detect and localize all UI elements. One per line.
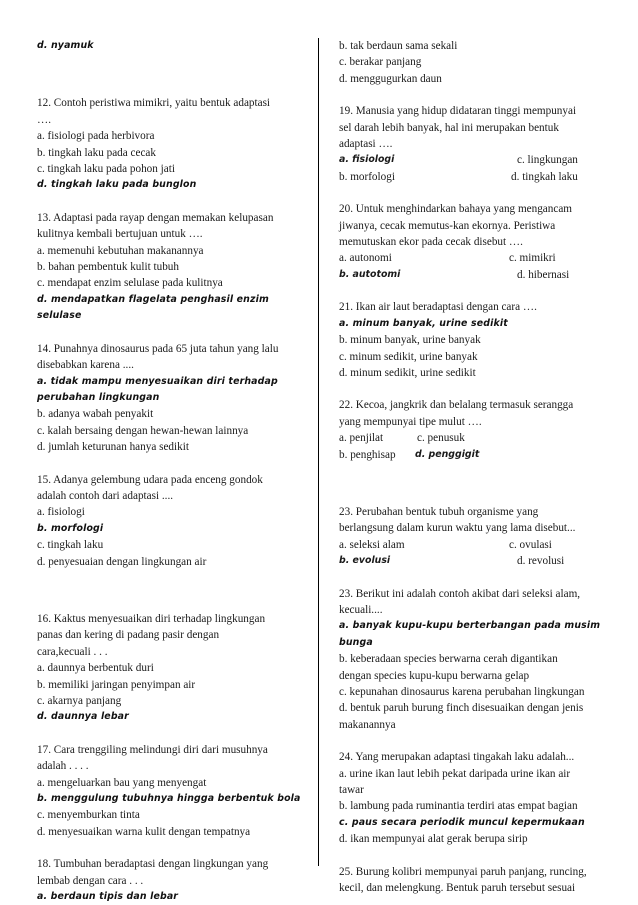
- option-c: c. tingkah laku: [37, 539, 104, 552]
- option-a: tawar: [339, 784, 364, 797]
- question-stem: panas dan kering di padang pasir dengan: [37, 629, 220, 642]
- column-divider: [318, 38, 319, 866]
- question-stem: adalah contoh dari adaptasi ....: [37, 489, 174, 502]
- option-b-answer: b. menggulung tubuhnya hingga berbentuk bola: [37, 793, 301, 805]
- option-a-answer: a. tidak mampu menyesuaikan diri terhadap: [37, 375, 278, 387]
- option-c-answer: c. paus secara periodik muncul kepermukaan: [339, 816, 585, 828]
- option-c: c. lingkungan: [517, 154, 578, 167]
- question-17: [37, 742, 299, 840]
- question-stem: yang mempunyai tipe mulut ….: [339, 415, 482, 428]
- question-24: [339, 749, 609, 847]
- options-row: [339, 169, 609, 185]
- option-c: c. ovulasi: [509, 538, 552, 551]
- option-a-answer: a. banyak kupu-kupu berterbangan pada musim: [339, 620, 601, 632]
- question-20: [339, 201, 609, 283]
- option-a-answer: perubahan lingkungan: [37, 391, 160, 403]
- options-row: [339, 447, 609, 463]
- q11-answer-d: d. nyamuk: [37, 40, 94, 51]
- option-a: a. seleksi alam: [339, 538, 405, 551]
- options-row: [339, 430, 609, 446]
- question-stem: 13. Adaptasi pada rayap dengan memakan kelupasan: [37, 211, 274, 224]
- options-row: [339, 553, 609, 569]
- question-stem: 18. Tumbuhan beradaptasi dengan lingkungan yang: [37, 858, 269, 871]
- option-c: c. mimikri: [509, 252, 556, 265]
- option-c: c. tingkah laku pada pohon jati: [37, 163, 175, 176]
- option-d-answer: d. daunnya lebar: [37, 711, 129, 723]
- question-stem: 15. Adanya gelembung udara pada enceng gondok: [37, 473, 263, 486]
- option-a: a. daunnya berbentuk duri: [37, 662, 154, 675]
- option-b: b. minum banyak, urine banyak: [339, 334, 481, 347]
- option-d-answer: d. penggigit: [415, 448, 480, 460]
- question-stem: cara,kecuali . . .: [37, 645, 108, 658]
- option-c: c. penusuk: [417, 432, 465, 445]
- option-a: a. fisiologi pada herbivora: [37, 130, 155, 143]
- question-stem: ….: [37, 113, 51, 126]
- option-c: c. menyemburkan tinta: [37, 809, 140, 822]
- option-a: a. mengeluarkan bau yang menyengat: [37, 776, 207, 789]
- option-b: b. tak berdaun sama sekali: [339, 40, 458, 52]
- option-b: b. memiliki jaringan penyimpan air: [37, 678, 196, 691]
- question-18: [37, 856, 299, 905]
- question-stem: 23. Perubahan bentuk tubuh organisme yang: [339, 505, 539, 518]
- question-22: [339, 397, 609, 463]
- question-15: [37, 472, 299, 570]
- option-d-answer: selulase: [37, 310, 82, 322]
- option-d: makanannya: [339, 718, 396, 731]
- option-d: d. revolusi: [517, 555, 565, 568]
- option-a-answer: a. minum banyak, urine sedikit: [339, 317, 508, 329]
- option-d: d. jumlah keturunan hanya sedikit: [37, 441, 189, 454]
- option-b-answer: b. autotomi: [339, 268, 401, 280]
- option-a-answer: a. berdaun tipis dan lebar: [37, 891, 179, 903]
- question-23-seleksi-alam: [339, 586, 609, 734]
- question-stem: 16. Kaktus menyesuaikan diri terhadap lingkungan: [37, 612, 266, 625]
- option-d: d. tingkah laku: [511, 170, 578, 183]
- right-column: [339, 38, 609, 896]
- option-a-answer: bunga: [339, 636, 373, 648]
- question-stem: 21. Ikan air laut beradaptasi dengan cara ….: [339, 301, 537, 314]
- question-stem: memutuskan ekor pada cecak disebut ….: [339, 236, 523, 249]
- option-d: d. minum sedikit, urine sedikit: [339, 366, 476, 379]
- option-b: b. morfologi: [339, 170, 395, 183]
- option-c: c. kepunahan dinosaurus karena perubahan lingkungan: [339, 686, 585, 698]
- question-19: [339, 103, 609, 185]
- option-a: a. memenuhi kebutuhan makanannya: [37, 244, 204, 257]
- question-16: [37, 611, 299, 726]
- options-row: [339, 537, 609, 553]
- question-stem: 19. Manusia yang hidup didataran tinggi mempunyai: [339, 105, 577, 118]
- options-row: [339, 267, 609, 283]
- option-b: b. keberadaan species berwarna cerah digantikan: [339, 653, 558, 666]
- question-14: [37, 341, 299, 456]
- question-18-continued: [339, 38, 609, 87]
- option-d: d. hibernasi: [517, 268, 570, 281]
- question-stem: 12. Contoh peristiwa mimikri, yaitu bentuk adaptasi: [37, 97, 271, 110]
- question-stem: berlangsung dalam kurun waktu yang lama disebut...: [339, 522, 576, 535]
- options-row: [339, 152, 609, 168]
- option-d-answer: d. mendapatkan flagelata penghasil enzim: [37, 293, 269, 305]
- question-stem: 23. Berikut ini adalah contoh akibat dari seleksi alam,: [339, 587, 581, 600]
- option-d: d. menggugurkan daun: [339, 72, 442, 85]
- question-21: [339, 299, 609, 381]
- option-a: a. penjilat: [339, 432, 384, 445]
- option-d: d. ikan mempunyai alat gerak berupa sirip: [339, 833, 528, 846]
- option-b: b. adanya wabah penyakit: [37, 408, 154, 421]
- question-stem: kecil, dan melengkung. Bentuk paruh tersebut sesuai: [339, 882, 576, 895]
- option-a: a. fisiologi: [37, 506, 85, 519]
- option-a: a. autonomi: [339, 252, 392, 265]
- question-stem: kecuali....: [339, 603, 383, 616]
- question-stem: 14. Punahnya dinosaurus pada 65 juta tahun yang lalu: [37, 342, 279, 355]
- option-a: a. urine ikan laut lebih pekat daripada urine ikan air: [339, 767, 571, 780]
- question-stem: 25. Burung kolibri mempunyai paruh panjang, runcing,: [339, 865, 587, 878]
- option-b: b. lambung pada ruminantia terdiri atas empat bagian: [339, 800, 578, 813]
- question-13: [37, 210, 299, 325]
- question-stem: 24. Yang merupakan adaptasi tingakah laku adalah...: [339, 751, 575, 764]
- question-stem: kulitnya kembali bertujuan untuk ….: [37, 228, 203, 241]
- question-stem: adalah . . . .: [37, 760, 89, 773]
- option-d: d. menyesuaikan warna kulit dengan tempatnya: [37, 825, 251, 838]
- option-c: c. kalah bersaing dengan hewan-hewan lainnya: [37, 424, 249, 437]
- option-d-answer: d. tingkah laku pada bunglon: [37, 179, 197, 191]
- option-d: d. bentuk paruh burung finch disesuaikan dengan jenis: [339, 702, 584, 715]
- options-row: [339, 250, 609, 266]
- option-a-answer: a. fisiologi: [339, 154, 395, 166]
- question-23: [339, 504, 609, 570]
- question-stem: jiwanya, cecak memutus-kan ekornya. Peristiwa: [339, 219, 556, 232]
- question-12: [37, 95, 299, 193]
- option-d: d. penyesuaian dengan lingkungan air: [37, 555, 207, 568]
- option-b: b. penghisap: [339, 448, 396, 461]
- question-stem: 22. Kecoa, jangkrik dan belalang termasuk serangga: [339, 399, 574, 412]
- option-b: dengan species kupu-kupu berwarna gelap: [339, 669, 530, 682]
- question-stem: sel darah lebih banyak, hal ini merupakan bentuk: [339, 121, 559, 134]
- question-25: [339, 864, 609, 897]
- option-c: c. minum sedikit, urine banyak: [339, 350, 478, 363]
- option-b: b. bahan pembentuk kulit tubuh: [37, 261, 179, 274]
- option-c: c. akarnya panjang: [37, 695, 122, 707]
- question-stem: lembab dengan cara . . .: [37, 874, 144, 887]
- question-stem: adaptasi ….: [339, 138, 393, 151]
- question-stem: disebabkan karena ....: [37, 359, 134, 372]
- question-stem: 20. Untuk menghindarkan bahaya yang mengancam: [339, 203, 572, 216]
- option-b-answer: b. evolusi: [339, 555, 391, 567]
- option-c: c. mendapat enzim selulase pada kulitnya: [37, 277, 223, 290]
- option-c: c. berakar panjang: [339, 56, 422, 69]
- question-stem: 17. Cara trenggiling melindungi diri dari musuhnya: [37, 743, 268, 756]
- left-column: [37, 38, 299, 905]
- option-b: b. tingkah laku pada cecak: [37, 146, 156, 159]
- option-b-answer: b. morfologi: [37, 522, 104, 534]
